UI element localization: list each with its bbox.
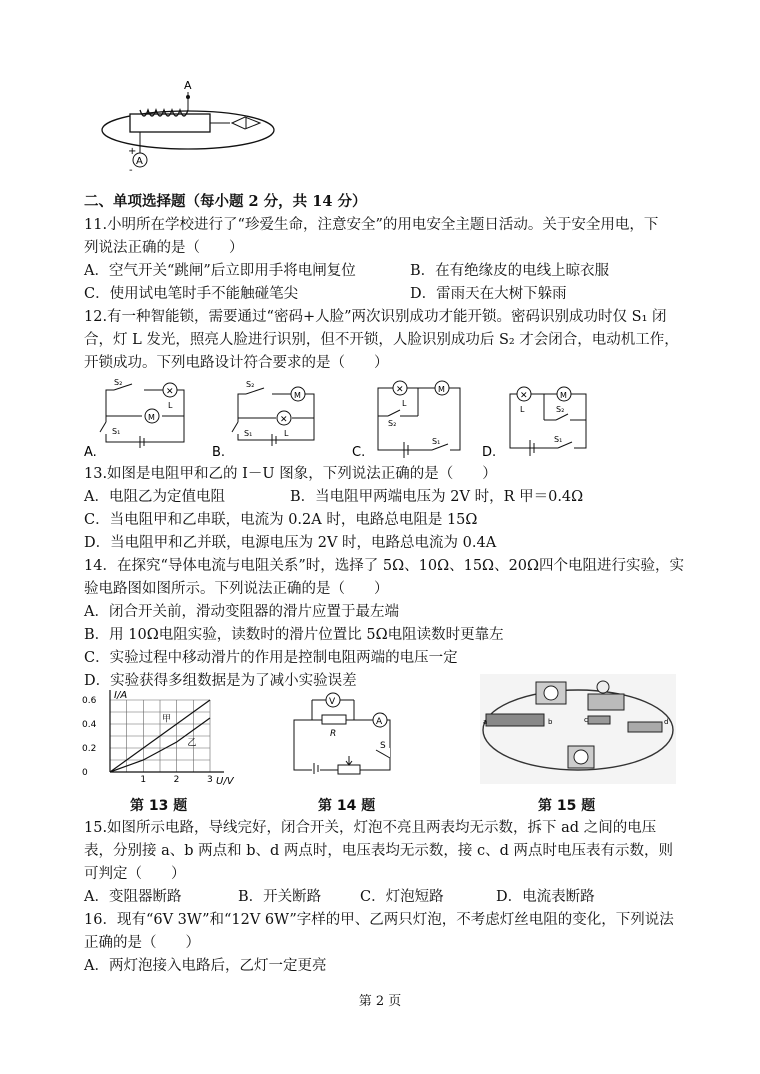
q15-option-d: D．电流表断路 <box>496 889 595 905</box>
y-tick-label: 0.6 <box>82 696 97 706</box>
caption-q14: 第 14 题 <box>318 798 376 814</box>
voltmeter-label: V <box>329 697 336 707</box>
q11-option-c: C．使用试电笔时手不能触碰笔尖 <box>84 286 299 302</box>
q16-stem-2: 正确的是（ ） <box>84 935 200 951</box>
svg-text:✕: ✕ <box>520 391 528 401</box>
svg-text:✕: ✕ <box>166 387 174 397</box>
q14-stem-2: 验电路图如图所示。下列说法正确的是（ ） <box>84 581 389 597</box>
series-label: 甲 <box>162 714 172 725</box>
section-title: 二、单项选择题（每小题 2 分，共 14 分） <box>84 193 367 210</box>
x-axis-label: U/V <box>216 776 234 787</box>
q15-option-c: C．灯泡短路 <box>360 889 444 905</box>
q14-circuit <box>288 690 408 780</box>
svg-text:S₁: S₁ <box>554 435 563 444</box>
point-c-label: c <box>584 716 588 724</box>
q11-option-d: D．雷雨天在大树下躲雨 <box>410 286 567 302</box>
q14-stem-1: 14．在探究“导体电流与电阻关系”时，选择了 5Ω、10Ω、15Ω、20Ω四个电阻进行实验，实 <box>84 558 685 574</box>
svg-text:-: - <box>129 165 133 173</box>
q13-option-a: A．电阻乙为定值电阻 <box>84 489 225 505</box>
q14-option-d: D．实验获得多组数据是为了减小实验误差 <box>84 673 357 689</box>
q11-option-b: B．在有绝缘皮的电线上晾衣服 <box>410 263 610 279</box>
q15-option-a: A．变阻器断路 <box>84 889 182 905</box>
y-axis-label: I/A <box>114 690 128 701</box>
svg-text:M: M <box>148 413 155 422</box>
switch-label: S <box>380 741 386 751</box>
x-tick-label: 1 <box>140 775 147 785</box>
q15-option-b: B．开关断路 <box>238 889 322 905</box>
q13-iu-chart <box>80 690 255 790</box>
svg-text:✕: ✕ <box>396 385 404 395</box>
svg-text:S₁: S₁ <box>244 429 253 438</box>
q11-stem-2: 列说法正确的是（ ） <box>84 240 244 256</box>
svg-text:A.: A. <box>84 445 97 460</box>
svg-text:C.: C. <box>352 445 366 460</box>
svg-text:S₂: S₂ <box>246 380 255 389</box>
svg-text:+: + <box>128 146 137 157</box>
svg-text:L: L <box>168 401 173 410</box>
svg-text:B.: B. <box>212 445 226 460</box>
point-a-label: a <box>483 718 488 726</box>
point-b-label: b <box>548 718 553 726</box>
svg-text:M: M <box>438 385 445 394</box>
q13-stem: 13.如图是电阻甲和乙的 I－U 图象，下列说法正确的是（ ） <box>84 466 497 482</box>
q11-option-a: A．空气开关“跳闸”后立即用手将电闸复位 <box>84 263 356 279</box>
svg-text:L: L <box>520 405 525 414</box>
q12-stem-1: 12.有一种智能锁，需要通过“密码+人脸”两次识别成功才能开锁。密码识别成功时仅 S₁ 闭 <box>84 309 667 325</box>
q15-stem-2: 表，分别接 a、b 两点和 b、d 两点时，电压表均无示数，接 c、d 两点时电压表有示数，则 <box>84 843 674 859</box>
svg-text:M: M <box>560 391 567 400</box>
q14-option-a: A．闭合开关前，滑动变阻器的滑片应置于最左端 <box>84 604 399 620</box>
y-tick-label: 0.2 <box>82 744 97 754</box>
q11-stem-1: 11.小明所在学校进行了“珍爱生命，注意安全”的用电安全主题日活动。关于安全用电，下 <box>84 217 659 233</box>
page-number: 第 2 页 <box>358 994 402 1009</box>
q13-option-b: B．当电阻甲两端电压为 2V 时，R 甲＝0.4Ω <box>290 489 584 505</box>
resistor-label: R <box>330 729 337 739</box>
point-a-label: A <box>184 79 192 92</box>
svg-text:✕: ✕ <box>280 415 288 425</box>
series-label: 乙 <box>187 738 197 749</box>
svg-text:D.: D. <box>482 445 497 460</box>
x-tick-label: 2 <box>173 775 180 785</box>
q16-option-a: A．两灯泡接入电路后，乙灯一定更亮 <box>84 958 327 974</box>
q15-setup-figure <box>478 672 678 787</box>
q13-option-d: D．当电阻甲和乙并联，电源电压为 2V 时，电路总电流为 0.4A <box>84 535 497 551</box>
q12-stem-2: 合，灯 L 发光，照亮人脸进行识别，但不开锁，人脸识别成功后 S₂ 才会闭合，电动机工作， <box>84 332 679 348</box>
svg-text:L: L <box>284 429 289 438</box>
svg-text:S₂: S₂ <box>388 419 397 428</box>
q14-option-b: B．用 10Ω电阻实验，读数时的滑片位置比 5Ω电阻读数时更靠左 <box>84 627 504 643</box>
q12-circuit-d <box>482 378 592 460</box>
svg-text:S₂: S₂ <box>556 405 565 414</box>
q16-stem-1: 16．现有“6V 3W”和“12V 6W”字样的甲、乙两只灯泡，不考虑灯丝电阻的变化，下列说法 <box>84 912 674 928</box>
caption-q15: 第 15 题 <box>538 798 596 814</box>
ammeter-label: A <box>376 717 383 727</box>
q15-stem-3: 可判定（ ） <box>84 866 186 882</box>
y-tick-label: 0.4 <box>82 720 97 730</box>
q12-circuit-c <box>352 376 472 460</box>
q12-circuit-a <box>84 378 194 460</box>
point-d-label: d <box>664 718 669 726</box>
solenoid-figure <box>100 78 275 173</box>
ammeter-label: A <box>136 156 143 167</box>
svg-text:S₁: S₁ <box>432 437 441 446</box>
svg-text:L: L <box>402 399 407 408</box>
caption-q13: 第 13 题 <box>130 798 188 814</box>
q13-option-c: C．当电阻甲和乙串联，电流为 0.2A 时，电路总电阻是 15Ω <box>84 512 478 528</box>
svg-text:S₁: S₁ <box>112 427 121 436</box>
y-tick-label: 0 <box>82 768 88 778</box>
q15-stem-1: 15.如图所示电路，导线完好，闭合开关，灯泡不亮且两表均无示数，拆下 ad 之间的电压 <box>84 820 657 836</box>
x-tick-label: 3 <box>207 775 213 785</box>
q14-option-c: C．实验过程中移动滑片的作用是控制电阻两端的电压一定 <box>84 650 458 666</box>
q12-circuit-b <box>212 378 322 460</box>
svg-text:S₂: S₂ <box>114 378 123 387</box>
svg-text:M: M <box>294 391 301 400</box>
q12-stem-3: 开锁成功。下列电路设计符合要求的是（ ） <box>84 355 389 371</box>
